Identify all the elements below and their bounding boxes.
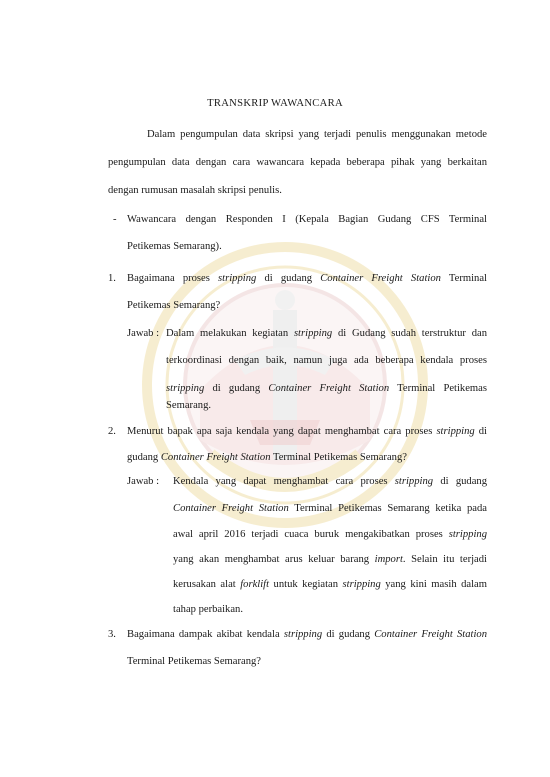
intro-line-1: Dalam pengumpulan data skripsi yang terjadi penulis menggunakan metode [147,129,487,140]
question-3-line-1: Bagaimana dampak akibat kendala stripping di gudang Container Freight Station [127,629,488,640]
question-2-line-2: gudang Container Freight Station Terminal Petikemas Semarang? [127,452,407,463]
answer-2-line-3: awal april 2016 terjadi cuaca buruk mengakibatkan proses stripping [173,529,487,540]
answer-1-line-4: Semarang. [166,400,212,411]
question-2-number: 2. [108,426,116,437]
answer-1-line-1: Dalam melakukan kegiatan stripping di Gudang sudah terstruktur dan [166,328,487,339]
answer-2-line-1: Kendala yang dapat menghambat cara proses stripping di gudang [173,476,488,487]
question-3-number: 3. [108,629,116,640]
respondent-line-1: Wawancara dengan Responden I (Kepala Bagian Gudang CFS Terminal [127,214,487,225]
answer-1-line-2: terkoordinasi dengan baik, namun juga ada beberapa kendala proses [166,355,487,366]
intro-line-3: dengan rumusan masalah skripsi penulis. [108,185,282,196]
answer-1-label: Jawab : [127,328,160,339]
answer-2-line-4: yang akan menghambat arus keluar barang import. Selain itu terjadi [173,554,487,565]
intro-line-2: pengumpulan data dengan cara wawancara kepada beberapa pihak yang berkaitan [108,157,487,168]
respondent-line-2: Petikemas Semarang). [127,241,222,252]
answer-2-line-5: kerusakan alat forklift untuk kegiatan stripping yang kini masih dalam [173,579,487,590]
question-1-line-1: Bagaimana proses stripping di gudang Container Freight Station Terminal [127,273,487,284]
answer-1-line-3: stripping di gudang Container Freight Station Terminal Petikemas [166,383,487,394]
question-1-line-2: Petikemas Semarang? [127,300,221,311]
question-2-line-1: Menurut bapak apa saja kendala yang dapat menghambat cara proses stripping di [127,426,488,437]
question-1-number: 1. [108,273,116,284]
respondent-dash: - [113,214,117,225]
answer-2-label: Jawab : [127,476,160,487]
answer-2-line-2: Container Freight Station Terminal Petikemas Semarang ketika pada [173,503,487,514]
answer-2-line-6: tahap perbaikan. [173,604,244,615]
question-3-line-2: Terminal Petikemas Semarang? [127,656,261,667]
page-title: TRANSKRIP WAWANCARA [207,98,343,109]
